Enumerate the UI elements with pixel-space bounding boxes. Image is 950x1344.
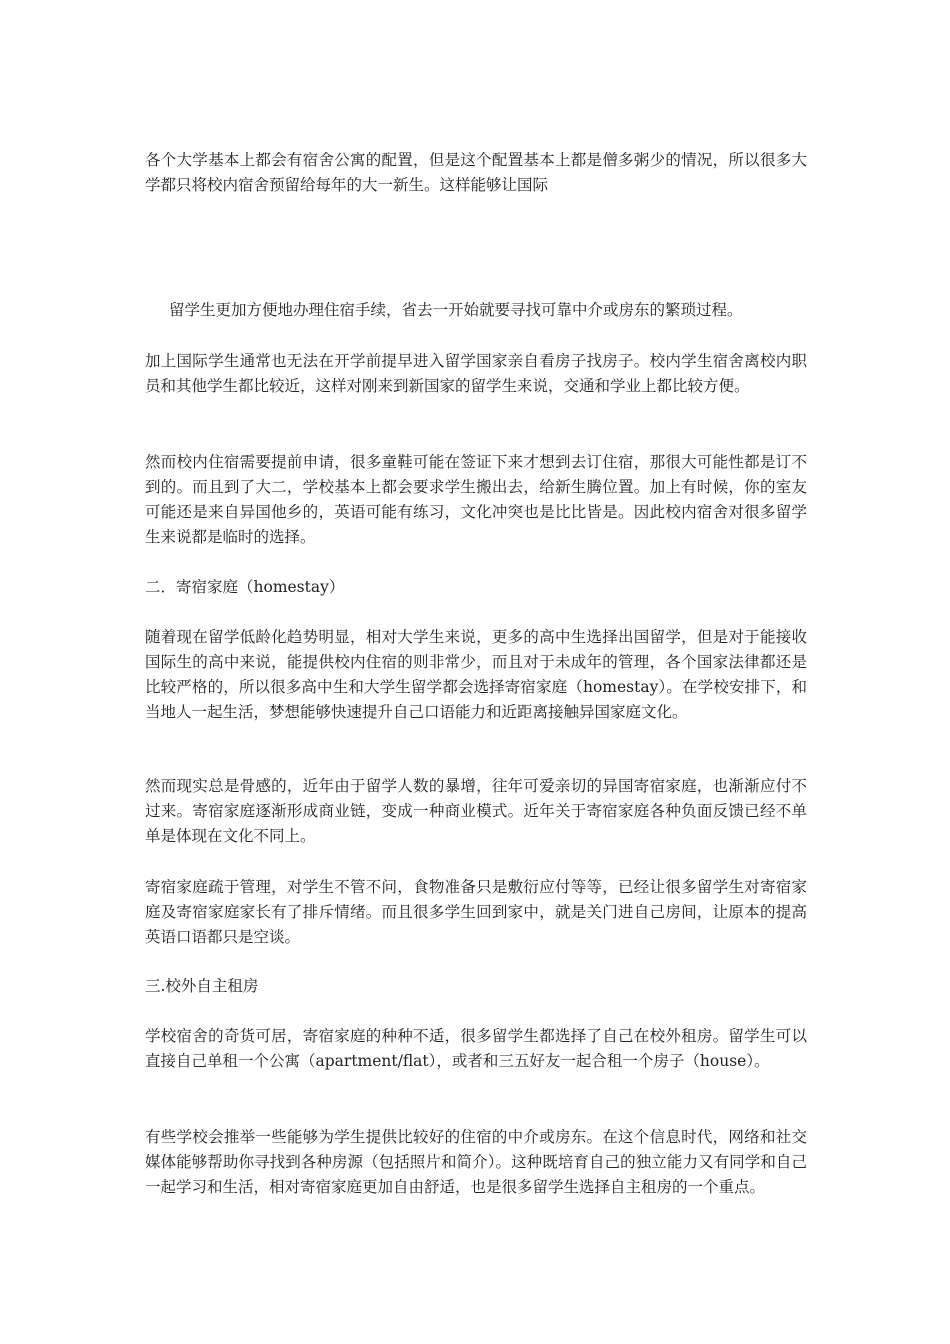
section-heading-homestay: 二．寄宿家庭（homestay） bbox=[145, 578, 345, 596]
paragraph-campus-dorm-convenience: 留学生更加方便地办理住宿手续，省去一开始就要寻找可靠中介或房东的繁琐过程。 bbox=[169, 301, 743, 319]
paragraph-homestay-problems: 寄宿家庭疏于管理，对学生不管不问，食物准备只是敷衍应付等等，已经让很多留学生对寄宿家庭及寄宿家庭家长有了排斥情绪。而且很多学生回到家中，就是关门进自己房间，让原本的提高英语口语都只是空谈。 bbox=[145, 878, 807, 946]
paragraph-homestay-intro: 随着现在留学低龄化趋势明显，相对大学生来说，更多的高中生选择出国留学，但是对于能接收国际生的高中来说，能提供校内住宿的则非常少，而且对于未成年的管理，各个国家法律都还是比较严格的，所以很多高中生和大学生留学都会选择寄宿家庭（homestay）。在学校安排下，和当地人一起生活，梦想能够快速提升自己口语能力和近距离接触异国家庭文化。 bbox=[145, 628, 807, 721]
paragraph-homestay-reality: 然而现实总是骨感的，近年由于留学人数的暴增，往年可爱亲切的异国寄宿家庭，也渐渐应付不过来。寄宿家庭逐渐形成商业链，变成一种商业模式。近年关于寄宿家庭各种负面反馈已经不单单是体现在文化不同上。 bbox=[145, 777, 807, 845]
paragraph-campus-dorm-intro: 各个大学基本上都会有宿舍公寓的配置，但是这个配置基本上都是僧多粥少的情况，所以很多大学都只将校内宿舍预留给每年的大一新生。这样能够让国际 bbox=[145, 151, 807, 194]
paragraph-off-campus-resources: 有些学校会推举一些能够为学生提供比较好的住宿的中介或房东。在这个信息时代，网络和社交媒体能够帮助你寻找到各种房源（包括照片和简介）。这种既培育自己的独立能力又有同学和自己一起学习和生活，相对寄宿家庭更加自由舒适，也是很多留学生选择自主租房的一个重点。 bbox=[145, 1128, 807, 1196]
paragraph-campus-dorm-advantages: 加上国际学生通常也无法在开学前提早进入留学国家亲自看房子找房子。校内学生宿舍离校内职员和其他学生都比较近，这样对刚来到新国家的留学生来说，交通和学业上都比较方便。 bbox=[145, 352, 807, 395]
paragraph-off-campus-intro: 学校宿舍的奇货可居，寄宿家庭的种种不适，很多留学生都选择了自己在校外租房。留学生可以直接自己单租一个公寓（apartment/flat），或者和三五好友一起合租一个房子（house）。 bbox=[145, 1027, 807, 1070]
paragraph-campus-dorm-drawbacks: 然而校内住宿需要提前申请，很多童鞋可能在签证下来才想到去订住宿，那很大可能性都是订不到的。而且到了大二，学校基本上都会要求学生搬出去，给新生腾位置。加上有时候，你的室友可能还是来自异国他乡的，英语可能有练习，文化冲突也是比比皆是。因此校内宿舍对很多留学生来说都是临时的选择。 bbox=[145, 453, 807, 546]
section-heading-off-campus: 三.校外自主租房 bbox=[145, 977, 259, 995]
